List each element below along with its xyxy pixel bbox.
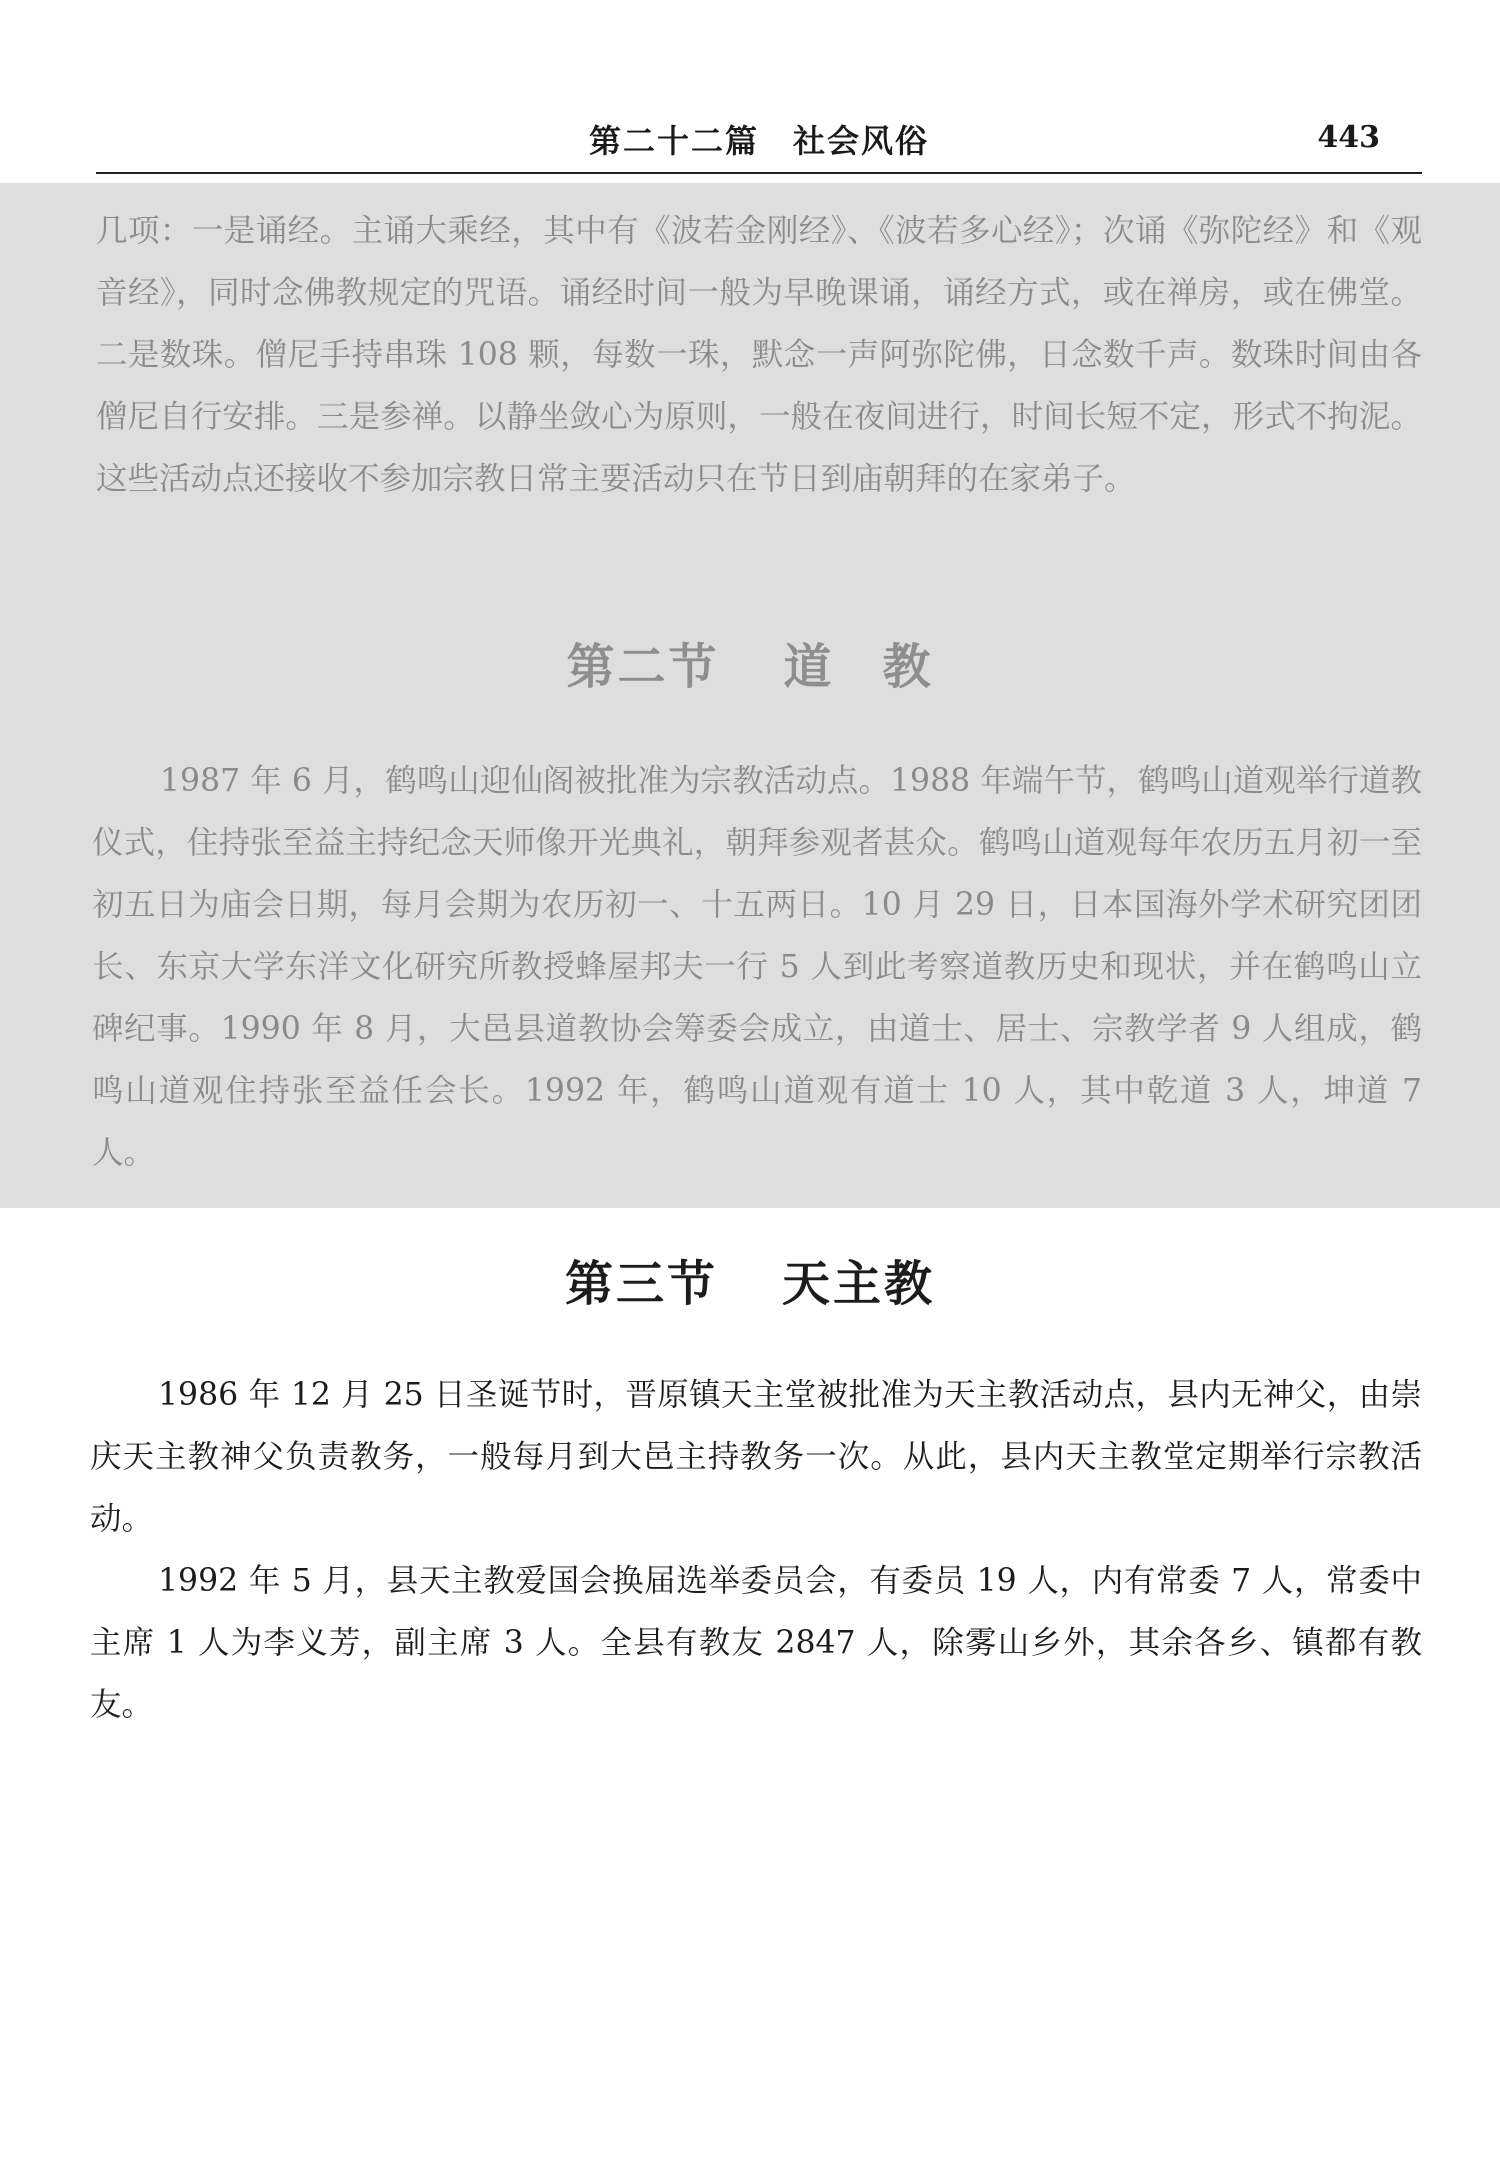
running-title: 第二十二篇 社会风俗: [588, 122, 929, 160]
daoism-paragraph: 1987 年 6 月，鹤鸣山迎仙阁被批准为宗教活动点。1988 年端午节，鹤鸣山道观举行道教仪式，住持张至益主持纪念天师像开光典礼，朝拜参观者甚众。鹤鸣山道观每年农历五月初一至初五日为庙会日期，每月会期为农历初一、十五两日。10 月 29 日，日本国海外学术研究团团长、东京大学东洋文化研究所教授蜂屋邦夫一行 5 人到此考察道教历史和现状，并在鹤鸣山立碑纪事。1990 年 8 月，大邑县道教协会筹委会成立，由道士、居士、宗教学者 9 人组成，鹤鸣山道观住持张至益任会长。1992 年，鹤鸣山道观有道士 10 人，其中乾道 3 人，坤道 7 人。: [92, 763, 1422, 1171]
page-header: [96, 112, 1422, 174]
section-number: 第三节: [564, 1256, 718, 1312]
section-heading-catholicism: [0, 1245, 1500, 1314]
section-title-char: 教: [882, 639, 934, 695]
page-number: 443: [1317, 120, 1380, 155]
catholicism-paragraph-1: 1986 年 12 月 25 日圣诞节时，晋原镇天主堂被批准为天主教活动点，县内无神父，由崇庆天主教神父负责教务，一般每月到大邑主持教务一次。从此，县内天主教堂定期举行宗教活动。: [90, 1377, 1422, 1537]
section-heading-daoism: [0, 628, 1500, 697]
catholicism-paragraph-2: 1992 年 5 月，县天主教爱国会换届选举委员会，有委员 19 人，内有常委 7 人，常委中主席 1 人为李义芳，副主席 3 人。全县有教友 2847 人，除雾山乡外，其余各乡、镇都有教友。: [90, 1563, 1422, 1723]
section-number: 第二节: [566, 639, 720, 695]
section-title-char: 道: [783, 639, 835, 695]
continuation-paragraph: 几项：一是诵经。主诵大乘经，其中有《波若金刚经》、《波若多心经》；次诵《弥陀经》和《观音经》，同时念佛教规定的咒语。诵经时间一般为早晚课诵，诵经方式，或在禅房，或在佛堂。二是数珠。僧尼手持串珠 108 颗，每数一珠，默念一声阿弥陀佛，日念数千声。数珠时间由各僧尼自行安排。三是参禅。以静坐敛心为原则，一般在夜间进行，时间长短不定，形式不拘泥。这些活动点还接收不参加宗教日常主要活动只在节日到庙朝拜的在家弟子。: [96, 213, 1422, 497]
section-title: 天主教: [782, 1256, 936, 1312]
